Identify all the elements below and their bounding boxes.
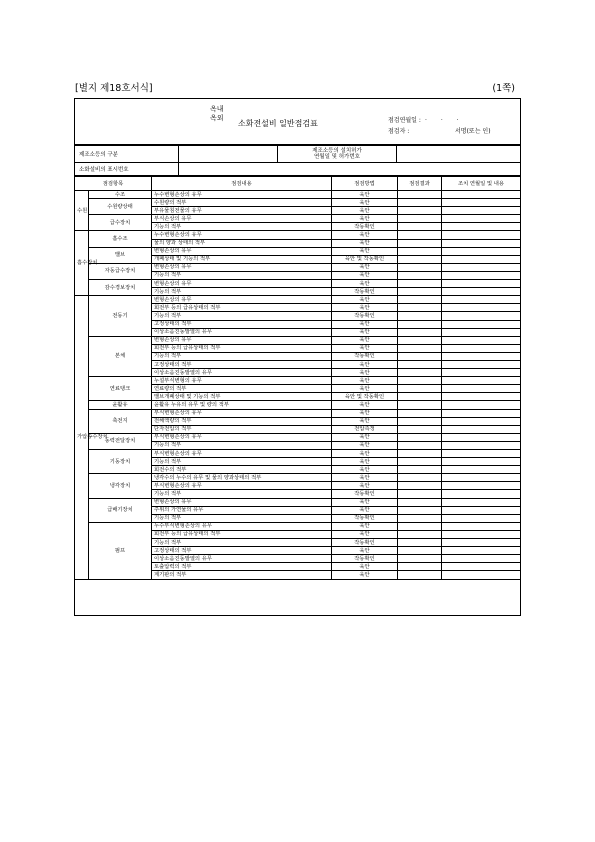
action-cell[interactable]	[442, 223, 521, 231]
content-cell: 수원량의 적부	[152, 199, 332, 207]
action-cell[interactable]	[442, 199, 521, 207]
result-cell[interactable]	[398, 263, 442, 271]
table-row	[75, 336, 521, 344]
content-cell: 이상소음진동발열의 유무	[152, 555, 332, 563]
content-cell: 부유물침전물의 유무	[152, 207, 332, 215]
permit-label: 제조소등의 설치허가 연월일 및 허가번호	[278, 146, 397, 163]
content-cell: 누수부식변형손상의 유무	[152, 522, 332, 530]
method-cell: 육안	[332, 441, 398, 449]
result-cell[interactable]	[398, 191, 442, 199]
action-cell[interactable]	[442, 385, 521, 393]
action-cell[interactable]	[442, 409, 521, 417]
content-cell: 회전수의 적부	[152, 466, 332, 474]
group-pump: 흡수장치	[75, 231, 89, 296]
action-cell[interactable]	[442, 425, 521, 433]
result-cell[interactable]	[398, 223, 442, 231]
content-cell: 누수변형손상의 유무	[152, 231, 332, 239]
result-cell[interactable]	[398, 401, 442, 409]
content-cell: 토출압력의 적부	[152, 563, 332, 571]
result-cell[interactable]	[398, 255, 442, 263]
result-cell[interactable]	[398, 271, 442, 279]
col-item-header: 점검항목	[75, 177, 152, 191]
equip-value[interactable]	[179, 163, 521, 176]
result-cell[interactable]	[398, 344, 442, 352]
method-cell: 육안	[332, 571, 398, 579]
table-row	[75, 199, 521, 207]
content-cell: 기능의 적부	[152, 441, 332, 449]
content-cell: 계기판의 적부	[152, 571, 332, 579]
action-cell[interactable]	[442, 490, 521, 498]
method-cell: 육안	[332, 377, 398, 385]
method-cell: 육안	[332, 304, 398, 312]
item-cell: 수원량상태	[89, 199, 152, 215]
action-cell[interactable]	[442, 555, 521, 563]
action-cell[interactable]	[442, 247, 521, 255]
location-label: 옥내 옥외	[210, 105, 224, 122]
table-row	[75, 498, 521, 506]
method-cell: 육안	[332, 280, 398, 288]
form-title: 소화전설비 일반점검표	[238, 119, 318, 128]
content-cell: 냉각수의 누수의 유무 및 물의 양과상태의 적부	[152, 474, 332, 482]
content-cell: 기능의 적부	[152, 352, 332, 360]
action-cell[interactable]	[442, 474, 521, 482]
result-cell[interactable]	[398, 352, 442, 360]
table-row	[75, 231, 521, 239]
item-cell: 냉각장치	[89, 474, 152, 498]
table-row	[75, 377, 521, 385]
result-cell[interactable]	[398, 514, 442, 522]
method-cell: 육안	[332, 199, 398, 207]
action-cell[interactable]	[442, 304, 521, 312]
action-cell[interactable]	[442, 433, 521, 441]
method-cell: 육안	[332, 563, 398, 571]
action-cell[interactable]	[442, 296, 521, 304]
method-cell: 육안	[332, 498, 398, 506]
action-cell[interactable]	[442, 352, 521, 360]
method-cell: 육안	[332, 369, 398, 377]
result-cell[interactable]	[398, 474, 442, 482]
result-cell[interactable]	[398, 328, 442, 336]
item-cell: 펌프	[89, 522, 152, 579]
result-cell[interactable]	[398, 547, 442, 555]
result-cell[interactable]	[398, 336, 442, 344]
action-cell[interactable]	[442, 506, 521, 514]
content-cell: 고정상태의 적부	[152, 547, 332, 555]
result-cell[interactable]	[398, 482, 442, 490]
method-cell: 육안 및 작동확인	[332, 255, 398, 263]
method-cell: 육안	[332, 530, 398, 538]
content-cell: 변형손상의 유무	[152, 336, 332, 344]
content-cell: 기능의 적부	[152, 223, 332, 231]
content-cell: 물의 양과 상태의 적부	[152, 239, 332, 247]
action-cell[interactable]	[442, 530, 521, 538]
content-cell: 단자전압의 적부	[152, 425, 332, 433]
table-row	[75, 522, 521, 530]
result-cell[interactable]	[398, 231, 442, 239]
content-cell: 개폐상태 및 기능의 적부	[152, 255, 332, 263]
result-cell[interactable]	[398, 199, 442, 207]
result-cell[interactable]	[398, 450, 442, 458]
method-cell: 육안	[332, 191, 398, 199]
result-cell[interactable]	[398, 506, 442, 514]
col-result-header: 점검결과	[398, 177, 442, 191]
col-content-header: 점검내용	[152, 177, 332, 191]
method-cell: 육안	[332, 506, 398, 514]
method-cell: 육안	[332, 433, 398, 441]
method-cell: 육안	[332, 320, 398, 328]
result-cell[interactable]	[398, 312, 442, 320]
content-cell: 기능의 적부	[152, 458, 332, 466]
result-cell[interactable]	[398, 304, 442, 312]
method-cell: 육안	[332, 231, 398, 239]
result-cell[interactable]	[398, 466, 442, 474]
method-cell: 육안	[332, 474, 398, 482]
content-cell: 기능의 적부	[152, 539, 332, 547]
content-cell: 변형손상의 유무	[152, 247, 332, 255]
result-cell[interactable]	[398, 288, 442, 296]
form-number: [별지 제18호서식]	[75, 83, 153, 94]
result-cell[interactable]	[398, 498, 442, 506]
action-cell[interactable]	[442, 450, 521, 458]
result-cell[interactable]	[398, 530, 442, 538]
inspector-label: 점검자 :	[388, 128, 410, 135]
content-cell: 회전부 등의 급유상태의 적부	[152, 530, 332, 538]
method-cell: 작동확인	[332, 555, 398, 563]
result-cell[interactable]	[398, 522, 442, 530]
content-cell: 윤활유 누유의 유무 및 량의 적부	[152, 401, 332, 409]
table-row	[75, 191, 521, 199]
result-cell[interactable]	[398, 425, 442, 433]
result-cell[interactable]	[398, 539, 442, 547]
method-cell: 육안	[332, 385, 398, 393]
result-cell[interactable]	[398, 207, 442, 215]
col-action-header: 조치 연월일 및 내용	[442, 177, 521, 191]
method-cell: 육안	[332, 239, 398, 247]
method-cell: 작동확인	[332, 223, 398, 231]
method-cell: 작동확인	[332, 312, 398, 320]
table-row	[75, 409, 521, 417]
content-cell: 기능의 적부	[152, 490, 332, 498]
item-cell: 기동장치	[89, 450, 152, 474]
action-cell[interactable]	[442, 344, 521, 352]
action-cell[interactable]	[442, 393, 521, 401]
page-number: (1쪽)	[492, 83, 515, 94]
method-cell: 육안 및 작동확인	[332, 393, 398, 401]
action-cell[interactable]	[442, 401, 521, 409]
result-cell[interactable]	[398, 417, 442, 425]
group-water: 수원	[75, 191, 89, 231]
result-cell[interactable]	[398, 280, 442, 288]
result-cell[interactable]	[398, 571, 442, 579]
action-cell[interactable]	[442, 360, 521, 368]
result-cell[interactable]	[398, 555, 442, 563]
action-cell[interactable]	[442, 539, 521, 547]
item-cell: 본체	[89, 336, 152, 376]
result-cell[interactable]	[398, 369, 442, 377]
info-table	[74, 145, 521, 176]
result-cell[interactable]	[398, 247, 442, 255]
permit-value[interactable]	[397, 146, 521, 163]
content-cell: 변형손상의 유무	[152, 280, 332, 288]
result-cell[interactable]	[398, 393, 442, 401]
method-cell: 육안	[332, 263, 398, 271]
method-cell: 육안	[332, 466, 398, 474]
action-cell[interactable]	[442, 328, 521, 336]
content-cell: 부식변형손상의 유무	[152, 482, 332, 490]
table-header-row	[75, 177, 521, 191]
content-cell: 회전부 등의 급유상태의 적부	[152, 304, 332, 312]
table-row	[75, 280, 521, 288]
result-cell[interactable]	[398, 458, 442, 466]
content-cell: 변형손상의 유무	[152, 263, 332, 271]
result-cell[interactable]	[398, 433, 442, 441]
signature-label: 서명(또는 인)	[455, 128, 491, 135]
action-cell[interactable]	[442, 547, 521, 555]
result-cell[interactable]	[398, 490, 442, 498]
method-cell: 작동확인	[332, 539, 398, 547]
date-label: 점검연월일 :	[388, 117, 421, 124]
item-cell: 축전지	[89, 409, 152, 433]
method-cell: 육안	[332, 458, 398, 466]
result-cell[interactable]	[398, 215, 442, 223]
method-cell: 육안	[332, 547, 398, 555]
action-cell[interactable]	[442, 563, 521, 571]
action-cell[interactable]	[442, 263, 521, 271]
item-cell: 흡수조	[89, 231, 152, 247]
table-row	[75, 263, 521, 271]
content-cell: 고정상태의 적부	[152, 320, 332, 328]
result-cell[interactable]	[398, 385, 442, 393]
result-cell[interactable]	[398, 441, 442, 449]
result-cell[interactable]	[398, 360, 442, 368]
table-row	[75, 401, 521, 409]
action-cell[interactable]	[442, 466, 521, 474]
content-cell: 주위의 가연물의 유무	[152, 506, 332, 514]
action-cell[interactable]	[442, 312, 521, 320]
result-cell[interactable]	[398, 320, 442, 328]
action-cell[interactable]	[442, 514, 521, 522]
result-cell[interactable]	[398, 296, 442, 304]
owner-value[interactable]	[179, 146, 278, 163]
result-cell[interactable]	[398, 377, 442, 385]
item-cell: 전동기	[89, 296, 152, 336]
content-cell: 전해액량의 적부	[152, 417, 332, 425]
table-row	[75, 450, 521, 458]
equip-label: 소화설비의 표시번호	[75, 163, 179, 176]
action-cell[interactable]	[442, 377, 521, 385]
content-cell: 기능의 적부	[152, 514, 332, 522]
group-pressure: 가압송수장치	[75, 296, 89, 579]
method-cell: 육안	[332, 328, 398, 336]
table-row	[75, 433, 521, 441]
content-cell: 기능의 적부	[152, 312, 332, 320]
action-cell[interactable]	[442, 280, 521, 288]
method-cell: 전압측정	[332, 425, 398, 433]
method-cell: 육안	[332, 417, 398, 425]
table-row	[75, 247, 521, 255]
method-cell: 육안	[332, 482, 398, 490]
action-cell[interactable]	[442, 498, 521, 506]
table-row	[75, 474, 521, 482]
content-cell: 변형손상의 유무	[152, 498, 332, 506]
table-row	[75, 215, 521, 223]
method-cell: 육안	[332, 271, 398, 279]
method-cell: 육안	[332, 522, 398, 530]
action-cell[interactable]	[442, 522, 521, 530]
action-cell[interactable]	[442, 271, 521, 279]
item-cell: 감수경보장치	[89, 280, 152, 296]
method-cell: 작동확인	[332, 288, 398, 296]
method-cell: 육안	[332, 450, 398, 458]
item-cell: 연료탱크	[89, 377, 152, 401]
item-cell: 밸브	[89, 247, 152, 263]
item-cell: 동력전달장치	[89, 433, 152, 449]
content-cell: 밸브개폐상태 및 기능의 적부	[152, 393, 332, 401]
inspection-table	[74, 176, 521, 580]
method-cell: 육안	[332, 207, 398, 215]
action-cell[interactable]	[442, 215, 521, 223]
method-cell: 육안	[332, 336, 398, 344]
content-cell: 부식변형손상의 유무	[152, 409, 332, 417]
item-cell: 수조	[89, 191, 152, 199]
action-cell[interactable]	[442, 441, 521, 449]
method-cell: 육안	[332, 296, 398, 304]
method-cell: 육안	[332, 344, 398, 352]
content-cell: 부식손상의 유무	[152, 215, 332, 223]
date-value: . . .	[425, 115, 465, 122]
owner-label: 제조소등의 구분	[75, 146, 179, 163]
result-cell[interactable]	[398, 409, 442, 417]
action-cell[interactable]	[442, 417, 521, 425]
item-cell: 급수장치	[89, 215, 152, 231]
method-cell: 육안	[332, 360, 398, 368]
action-cell[interactable]	[442, 191, 521, 199]
content-cell: 부식변형손상의 유무	[152, 450, 332, 458]
action-cell[interactable]	[442, 239, 521, 247]
action-cell[interactable]	[442, 207, 521, 215]
item-cell: 윤활유	[89, 401, 152, 409]
action-cell[interactable]	[442, 369, 521, 377]
method-cell: 육안	[332, 401, 398, 409]
method-cell: 육안	[332, 409, 398, 417]
action-cell[interactable]	[442, 336, 521, 344]
action-cell[interactable]	[442, 255, 521, 263]
content-cell: 기능의 적부	[152, 288, 332, 296]
action-cell[interactable]	[442, 571, 521, 579]
table-row	[75, 296, 521, 304]
item-cell: 자동급수장치	[89, 263, 152, 279]
content-cell: 기능의 적부	[152, 271, 332, 279]
result-cell[interactable]	[398, 563, 442, 571]
content-cell: 누설부식변형의 유무	[152, 377, 332, 385]
action-cell[interactable]	[442, 482, 521, 490]
content-cell: 이상소음진동발열의 유무	[152, 369, 332, 377]
result-cell[interactable]	[398, 239, 442, 247]
content-cell: 변형손상의 유무	[152, 296, 332, 304]
content-cell: 연료량의 적부	[152, 385, 332, 393]
item-cell: 급배기장치	[89, 498, 152, 522]
col-method-header: 점검방법	[332, 177, 398, 191]
content-cell: 고정상태의 적부	[152, 360, 332, 368]
method-cell: 작동확인	[332, 352, 398, 360]
method-cell: 육안	[332, 247, 398, 255]
content-cell: 회전부 등의 급유상태의 적부	[152, 344, 332, 352]
action-cell[interactable]	[442, 231, 521, 239]
method-cell: 작동확인	[332, 490, 398, 498]
content-cell: 부식변형손상의 유무	[152, 433, 332, 441]
action-cell[interactable]	[442, 458, 521, 466]
method-cell: 육안	[332, 215, 398, 223]
action-cell[interactable]	[442, 288, 521, 296]
content-cell: 누수변형손상의 유무	[152, 191, 332, 199]
method-cell: 작동확인	[332, 514, 398, 522]
action-cell[interactable]	[442, 320, 521, 328]
content-cell: 이상소음진동발열의 유무	[152, 328, 332, 336]
